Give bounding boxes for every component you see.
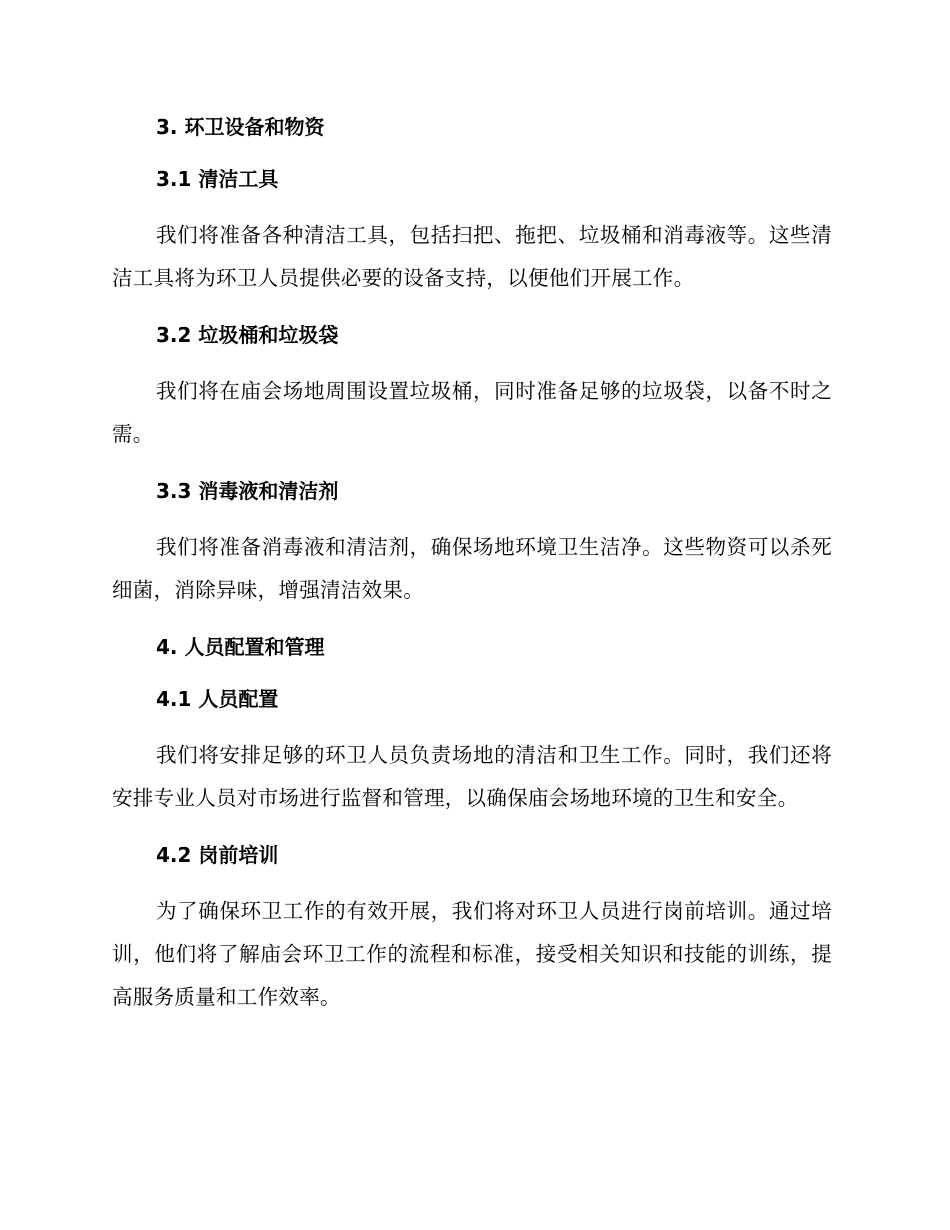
subsection-heading: 4.2 岗前培训 [156,843,279,867]
paragraph: 我们将准备消毒液和清洁剂，确保场地环境卫生洁净。这些物资可以杀死细菌，消除异味，增强清洁效果。 [112,535,832,602]
paragraph: 我们将准备各种清洁工具，包括扫把、拖把、垃圾桶和消毒液等。这些清洁工具将为环卫人员提供必要的设备支持，以便他们开展工作。 [112,223,832,290]
subsection-heading: 3.2 垃圾桶和垃圾袋 [156,323,339,347]
section-heading: 3. 环卫设备和物资 [156,115,325,139]
subsection-heading: 4.1 人员配置 [156,687,279,711]
paragraph: 我们将安排足够的环卫人员负责场地的清洁和卫生工作。同时，我们还将安排专业人员对市场进行监督和管理，以确保庙会场地环境的卫生和安全。 [112,743,832,810]
paragraph: 为了确保环卫工作的有效开展，我们将对环卫人员进行岗前培训。通过培训，他们将了解庙会环卫工作的流程和标准，接受相关知识和技能的训练，提高服务质量和工作效率。 [112,899,832,1009]
paragraph: 我们将在庙会场地周围设置垃圾桶，同时准备足够的垃圾袋，以备不时之需。 [112,379,832,446]
subsection-heading: 3.1 清洁工具 [156,167,279,191]
subsection-heading: 3.3 消毒液和清洁剂 [156,479,339,503]
section-heading: 4. 人员配置和管理 [156,635,325,659]
